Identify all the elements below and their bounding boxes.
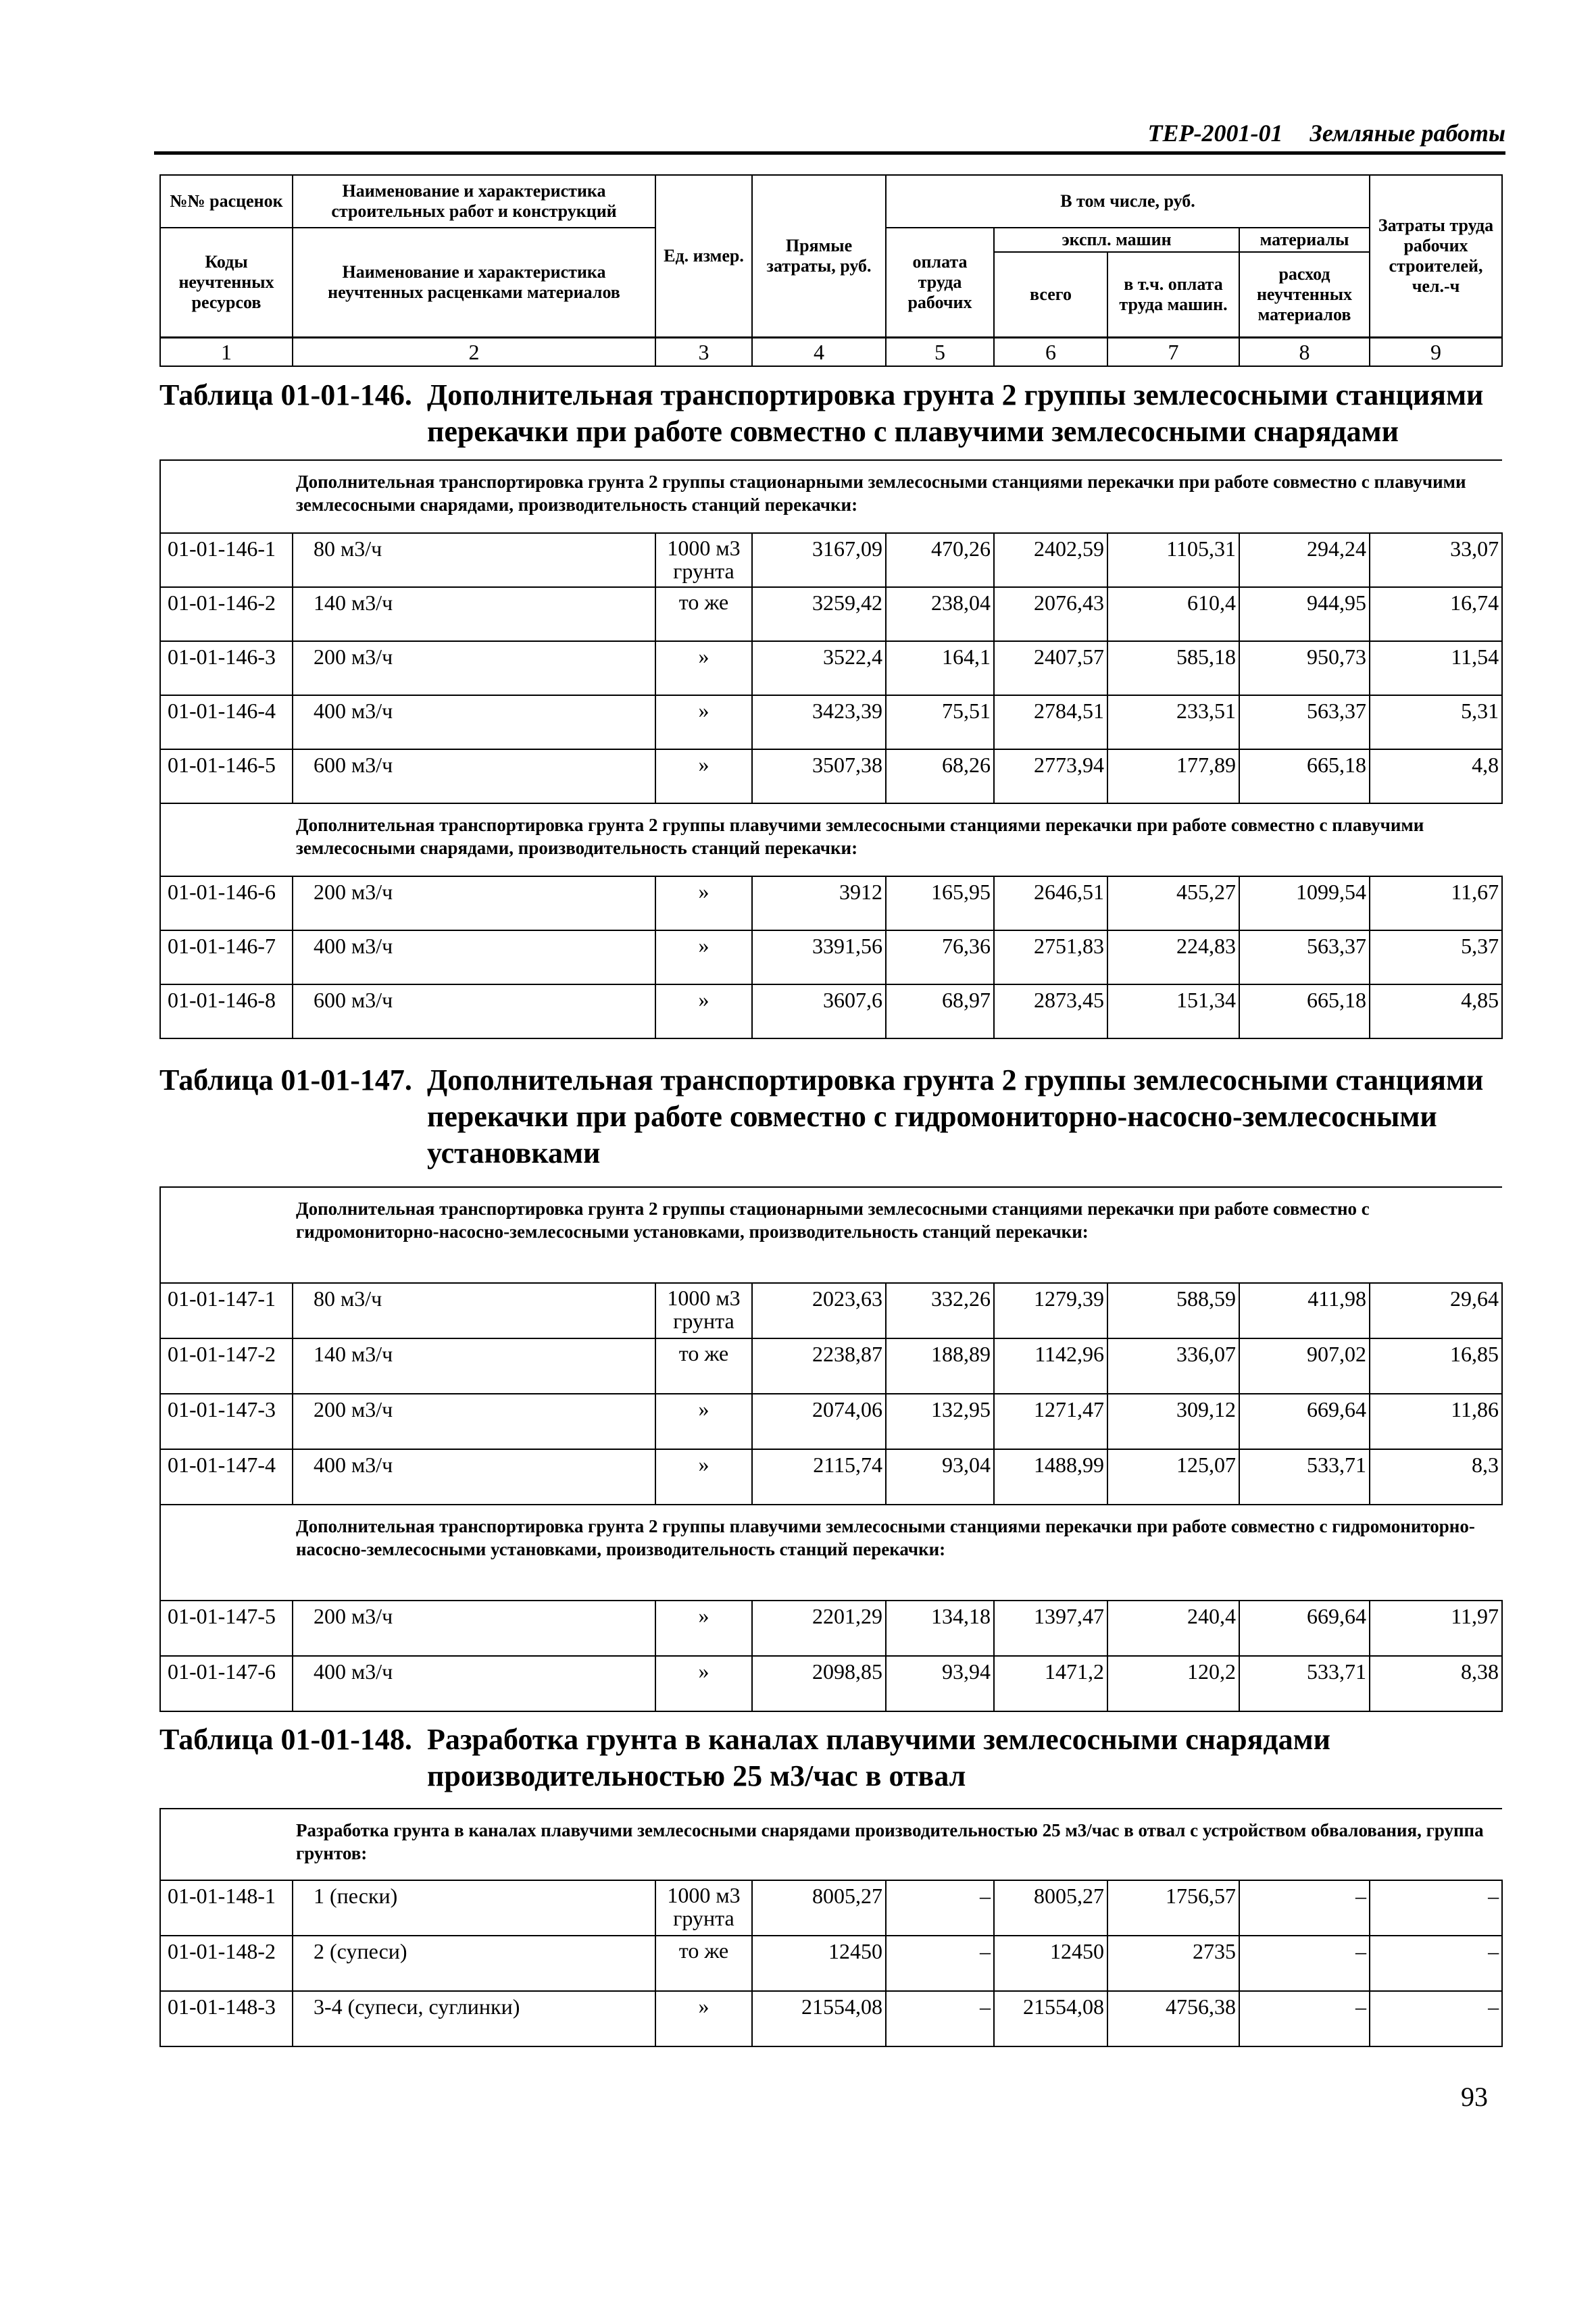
machine-operator-pay: 1756,57 [1107, 1880, 1239, 1936]
rate-code: 01-01-148-2 [160, 1936, 293, 1991]
labor-hours: – [1370, 1936, 1502, 1991]
work-name: 600 м3/ч [293, 749, 655, 803]
labor-hours: – [1370, 1880, 1502, 1936]
labor-hours: 5,31 [1370, 695, 1502, 749]
machine-operator-pay: 120,2 [1107, 1656, 1239, 1711]
table-row [160, 876, 1502, 930]
machine-operator-pay: 455,27 [1107, 876, 1239, 930]
labor-hours: 11,54 [1370, 641, 1502, 695]
group-description: Дополнительная транспортировка грунта 2 группы плавучими землесосными станциями перекачки при работе совместно с гидромониторно-насосно-землесосными установками, производительность станций перекачки: [296, 1516, 1475, 1559]
col-header-direct-costs: Прямые затраты, руб. [752, 175, 886, 338]
running-header [154, 122, 1505, 155]
material-consumption: 1099,54 [1239, 876, 1370, 930]
unit-of-measure: то же [655, 1936, 752, 1991]
machine-operator-pay: 240,4 [1107, 1601, 1239, 1656]
col-header-machine-operator-pay: в т.ч. оплата труда машин. [1107, 252, 1239, 338]
material-consumption: – [1239, 1991, 1370, 2046]
worker-pay: 93,94 [886, 1656, 994, 1711]
work-name: 400 м3/ч [293, 930, 655, 984]
rate-table [159, 1808, 1503, 2047]
col-header-machines: экспл. машин [994, 228, 1239, 252]
machine-operator-pay: 1105,31 [1107, 533, 1239, 587]
worker-pay: – [886, 1880, 994, 1936]
machines-total: 1279,39 [994, 1283, 1107, 1338]
group-description-cell [160, 803, 1502, 876]
work-name: 600 м3/ч [293, 984, 655, 1038]
material-consumption: 907,02 [1239, 1338, 1370, 1394]
labor-hours: 8,38 [1370, 1656, 1502, 1711]
labor-hours: 11,86 [1370, 1394, 1502, 1449]
table-caption [159, 1721, 1501, 1796]
group-description: Разработка грунта в каналах плавучими землесосными снарядами производительностью 25 м3/час в отвал с устройством обвалования, группа грунтов: [296, 1820, 1484, 1863]
rate-code: 01-01-147-5 [160, 1601, 293, 1656]
worker-pay: – [886, 1936, 994, 1991]
direct-costs: 2098,85 [752, 1656, 886, 1711]
group-description-cell [160, 1809, 1502, 1880]
col-number: 9 [1370, 338, 1502, 367]
col-number: 8 [1239, 338, 1370, 367]
col-number: 6 [994, 338, 1107, 367]
unit-of-measure: то же [655, 587, 752, 641]
labor-hours: 29,64 [1370, 1283, 1502, 1338]
direct-costs: 3391,56 [752, 930, 886, 984]
machine-operator-pay: 151,34 [1107, 984, 1239, 1038]
worker-pay: 93,04 [886, 1449, 994, 1505]
material-consumption: 563,37 [1239, 930, 1370, 984]
material-consumption: 294,24 [1239, 533, 1370, 587]
col-number: 5 [886, 338, 994, 367]
machines-total: 2873,45 [994, 984, 1107, 1038]
unit-of-measure: 1000 м3 грунта [655, 1283, 752, 1338]
labor-hours: 11,97 [1370, 1601, 1502, 1656]
material-consumption: 411,98 [1239, 1283, 1370, 1338]
table-row [160, 587, 1502, 641]
unit-of-measure: » [655, 1656, 752, 1711]
machine-operator-pay: 224,83 [1107, 930, 1239, 984]
machine-operator-pay: 4756,38 [1107, 1991, 1239, 2046]
table-row [160, 1936, 1502, 1991]
worker-pay: 75,51 [886, 695, 994, 749]
work-name: 140 м3/ч [293, 587, 655, 641]
machines-total: 1271,47 [994, 1394, 1107, 1449]
table-row [160, 695, 1502, 749]
work-name: 80 м3/ч [293, 1283, 655, 1338]
worker-pay: 68,97 [886, 984, 994, 1038]
unit-of-measure: » [655, 930, 752, 984]
rate-code: 01-01-147-2 [160, 1338, 293, 1394]
rate-code: 01-01-147-6 [160, 1656, 293, 1711]
group-description-cell [160, 460, 1502, 533]
section-name: Земляные работы [1310, 120, 1505, 147]
labor-hours: 11,67 [1370, 876, 1502, 930]
table-row [160, 641, 1502, 695]
rate-code: 01-01-146-8 [160, 984, 293, 1038]
col-header-including: В том числе, руб. [886, 175, 1370, 228]
direct-costs: 2238,87 [752, 1338, 886, 1394]
table-row [160, 749, 1502, 803]
material-consumption: 944,95 [1239, 587, 1370, 641]
material-consumption: 665,18 [1239, 749, 1370, 803]
unit-of-measure: » [655, 1991, 752, 2046]
machines-total: 2646,51 [994, 876, 1107, 930]
work-name: 80 м3/ч [293, 533, 655, 587]
direct-costs: 3522,4 [752, 641, 886, 695]
direct-costs: 2201,29 [752, 1601, 886, 1656]
worker-pay: 134,18 [886, 1601, 994, 1656]
material-consumption: 563,37 [1239, 695, 1370, 749]
page-number: 93 [1461, 2082, 1488, 2112]
rate-code: 01-01-147-3 [160, 1394, 293, 1449]
direct-costs: 21554,08 [752, 1991, 886, 2046]
col-header-rate-numbers: №№ расценок [160, 175, 293, 228]
machine-operator-pay: 336,07 [1107, 1338, 1239, 1394]
unit-of-measure: » [655, 1601, 752, 1656]
machines-total: 1397,47 [994, 1601, 1107, 1656]
rate-code: 01-01-148-3 [160, 1991, 293, 2046]
col-number: 4 [752, 338, 886, 367]
unit-of-measure: то же [655, 1338, 752, 1394]
worker-pay: 76,36 [886, 930, 994, 984]
labor-hours: 16,74 [1370, 587, 1502, 641]
machines-total: 1488,99 [994, 1449, 1107, 1505]
rate-code: 01-01-147-4 [160, 1449, 293, 1505]
direct-costs: 2023,63 [752, 1283, 886, 1338]
table-caption-label: Таблица 01-01-146. [159, 378, 412, 411]
worker-pay: 238,04 [886, 587, 994, 641]
table-row [160, 1991, 1502, 2046]
machines-total: 2407,57 [994, 641, 1107, 695]
material-consumption: 665,18 [1239, 984, 1370, 1038]
unit-of-measure: » [655, 749, 752, 803]
col-number: 3 [655, 338, 752, 367]
table-row [160, 1338, 1502, 1394]
material-consumption: 669,64 [1239, 1601, 1370, 1656]
col-header-material-consumption: расход неучтенных материалов [1239, 252, 1370, 338]
material-consumption: – [1239, 1936, 1370, 1991]
machines-total: 2773,94 [994, 749, 1107, 803]
col-header-resource-codes: Коды неучтенных ресурсов [160, 228, 293, 338]
unit-of-measure: » [655, 876, 752, 930]
table-row [160, 1880, 1502, 1936]
work-name: 400 м3/ч [293, 1656, 655, 1711]
machines-total: 2784,51 [994, 695, 1107, 749]
work-name: 200 м3/ч [293, 1601, 655, 1656]
running-header-text [1148, 119, 1505, 147]
table-caption-title: Дополнительная транспортировка грунта 2 группы землесосными станциями перекачки при работе совместно с плавучими землесосными снарядами [427, 378, 1484, 448]
direct-costs: 12450 [752, 1936, 886, 1991]
worker-pay: 68,26 [886, 749, 994, 803]
rate-code: 01-01-146-7 [160, 930, 293, 984]
direct-costs: 3259,42 [752, 587, 886, 641]
machines-total: 1471,2 [994, 1656, 1107, 1711]
machines-total: 2751,83 [994, 930, 1107, 984]
unit-of-measure: » [655, 1394, 752, 1449]
table-row [160, 1656, 1502, 1711]
col-header-work-name: Наименование и характеристика строительных работ и конструкций [293, 175, 655, 228]
material-consumption: 533,71 [1239, 1656, 1370, 1711]
col-header-worker-pay: оплата труда рабочих [886, 228, 994, 338]
unit-of-measure: » [655, 641, 752, 695]
direct-costs: 8005,27 [752, 1880, 886, 1936]
rate-code: 01-01-146-4 [160, 695, 293, 749]
machines-total: 12450 [994, 1936, 1107, 1991]
machines-total: 21554,08 [994, 1991, 1107, 2046]
work-name: 140 м3/ч [293, 1338, 655, 1394]
work-name: 200 м3/ч [293, 876, 655, 930]
group-description: Дополнительная транспортировка грунта 2 группы плавучими землесосными станциями перекачки при работе совместно с плавучими землесосными снарядами, производительность станций перекачки: [296, 815, 1424, 858]
direct-costs: 2074,06 [752, 1394, 886, 1449]
direct-costs: 3607,6 [752, 984, 886, 1038]
table-caption [159, 377, 1501, 451]
group-description: Дополнительная транспортировка грунта 2 группы стационарными землесосными станциями перекачки при работе совместно с плавучими землесосными снарядами, производительность станций перекачки: [296, 472, 1466, 515]
worker-pay: 470,26 [886, 533, 994, 587]
col-header-materials: материалы [1239, 228, 1370, 252]
machines-total: 2076,43 [994, 587, 1107, 641]
work-name: 400 м3/ч [293, 1449, 655, 1505]
rate-table [159, 459, 1503, 1039]
group-description: Дополнительная транспортировка грунта 2 группы стационарными землесосными станциями перекачки при работе совместно с гидромониторно-насосно-землесосными установками, производительность станций перекачки: [296, 1199, 1370, 1242]
direct-costs: 2115,74 [752, 1449, 886, 1505]
machine-operator-pay: 585,18 [1107, 641, 1239, 695]
col-header-labor-hours: Затраты труда рабочих строителей, чел.-ч [1370, 175, 1502, 338]
document-code: ТЕР-2001-01 [1147, 120, 1283, 147]
table-row [160, 1449, 1502, 1505]
labor-hours: 8,3 [1370, 1449, 1502, 1505]
machine-operator-pay: 177,89 [1107, 749, 1239, 803]
table-row [160, 1394, 1502, 1449]
col-header-unit: Ед. измер. [655, 175, 752, 338]
table-row [160, 984, 1502, 1038]
worker-pay: 332,26 [886, 1283, 994, 1338]
machine-operator-pay: 610,4 [1107, 587, 1239, 641]
work-name: 2 (супеси) [293, 1936, 655, 1991]
table-row [160, 1283, 1502, 1338]
table-caption-label: Таблица 01-01-148. [159, 1723, 412, 1756]
machines-total: 2402,59 [994, 533, 1107, 587]
direct-costs: 3507,38 [752, 749, 886, 803]
direct-costs: 3423,39 [752, 695, 886, 749]
rate-code: 01-01-146-5 [160, 749, 293, 803]
labor-hours: 4,8 [1370, 749, 1502, 803]
machine-operator-pay: 588,59 [1107, 1283, 1239, 1338]
material-consumption: 950,73 [1239, 641, 1370, 695]
direct-costs: 3167,09 [752, 533, 886, 587]
material-consumption: – [1239, 1880, 1370, 1936]
column-header-table [159, 174, 1503, 367]
material-consumption: 533,71 [1239, 1449, 1370, 1505]
table-row [160, 1601, 1502, 1656]
labor-hours: 5,37 [1370, 930, 1502, 984]
worker-pay: 165,95 [886, 876, 994, 930]
worker-pay: 132,95 [886, 1394, 994, 1449]
work-name: 200 м3/ч [293, 1394, 655, 1449]
rate-code: 01-01-146-2 [160, 587, 293, 641]
table-caption-title: Дополнительная транспортировка грунта 2 группы землесосными станциями перекачки при работе совместно с гидромониторно-насосно-землесосными установками [427, 1063, 1484, 1169]
col-header-machines-total: всего [994, 252, 1107, 338]
rate-table [159, 1186, 1503, 1712]
machine-operator-pay: 309,12 [1107, 1394, 1239, 1449]
group-description-cell [160, 1505, 1502, 1601]
labor-hours: 16,85 [1370, 1338, 1502, 1394]
table-caption-label: Таблица 01-01-147. [159, 1063, 412, 1097]
table-row [160, 533, 1502, 587]
rate-code: 01-01-148-1 [160, 1880, 293, 1936]
material-consumption: 669,64 [1239, 1394, 1370, 1449]
machines-total: 8005,27 [994, 1880, 1107, 1936]
worker-pay: – [886, 1991, 994, 2046]
work-name: 3-4 (супеси, суглинки) [293, 1991, 655, 2046]
table-caption-title: Разработка грунта в каналах плавучими землесосными снарядами производительностью 25 м3/час в отвал [427, 1723, 1330, 1792]
unit-of-measure: 1000 м3 грунта [655, 1880, 752, 1936]
rate-code: 01-01-146-6 [160, 876, 293, 930]
machine-operator-pay: 125,07 [1107, 1449, 1239, 1505]
col-number: 7 [1107, 338, 1239, 367]
col-header-material-name: Наименование и характеристика неучтенных расценками материалов [293, 228, 655, 338]
table-row [160, 930, 1502, 984]
unit-of-measure: 1000 м3 грунта [655, 533, 752, 587]
table-caption [159, 1062, 1501, 1170]
work-name: 400 м3/ч [293, 695, 655, 749]
unit-of-measure: » [655, 695, 752, 749]
worker-pay: 164,1 [886, 641, 994, 695]
labor-hours: 33,07 [1370, 533, 1502, 587]
labor-hours: 4,85 [1370, 984, 1502, 1038]
unit-of-measure: » [655, 984, 752, 1038]
unit-of-measure: » [655, 1449, 752, 1505]
work-name: 200 м3/ч [293, 641, 655, 695]
group-description-cell [160, 1187, 1502, 1283]
rate-code: 01-01-147-1 [160, 1283, 293, 1338]
col-number: 2 [293, 338, 655, 367]
rate-code: 01-01-146-1 [160, 533, 293, 587]
worker-pay: 188,89 [886, 1338, 994, 1394]
col-number: 1 [160, 338, 293, 367]
machine-operator-pay: 2735 [1107, 1936, 1239, 1991]
machines-total: 1142,96 [994, 1338, 1107, 1394]
direct-costs: 3912 [752, 876, 886, 930]
machine-operator-pay: 233,51 [1107, 695, 1239, 749]
rate-code: 01-01-146-3 [160, 641, 293, 695]
work-name: 1 (пески) [293, 1880, 655, 1936]
labor-hours: – [1370, 1991, 1502, 2046]
